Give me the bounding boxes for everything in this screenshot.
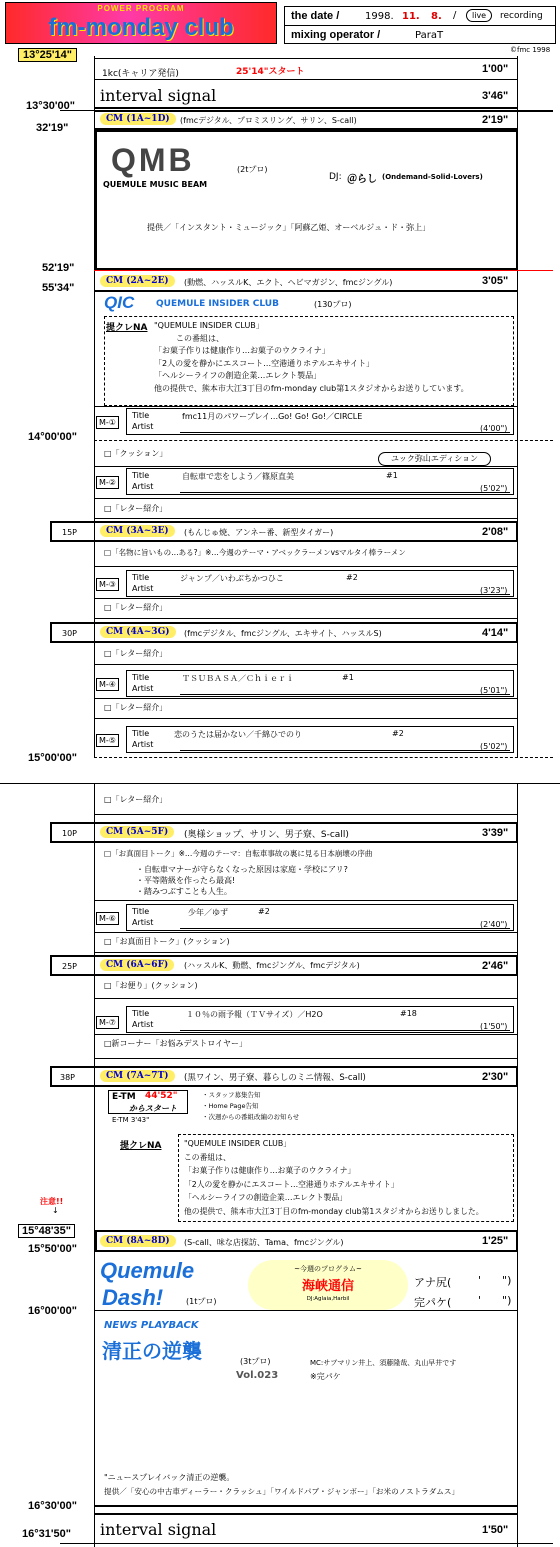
quemule-dash-logo-2: Dash! [102, 1285, 164, 1310]
date-slash: / [453, 10, 457, 21]
rule [180, 594, 510, 595]
news-playback-note: "ニュースプレイバック清正の逆襲。 [104, 1473, 235, 1482]
rule [94, 1505, 518, 1507]
rule [94, 110, 553, 112]
cm-block-7-sponsors: (黒ワイン、男子寮、暮らしのミニ情報、S-call) [184, 1073, 366, 1083]
qic-line: この番組は、 [176, 333, 224, 343]
ana-jiri-label: アナ尻( [414, 1276, 452, 1289]
cushion-1: □「クッション」 [104, 449, 168, 458]
rule [94, 440, 553, 441]
m6-artist-label: Artist [132, 918, 154, 927]
rule [94, 518, 518, 519]
m1-label: M-① [96, 416, 119, 429]
otayori: □「お便り」(クッション) [104, 981, 198, 990]
duration-interval: 3'46" [482, 90, 509, 102]
rule [94, 900, 518, 901]
program-label: ~今週のプログラム~ [294, 1265, 362, 1273]
cm-block-8-duration: 1'25" [482, 1235, 509, 1247]
m3-label: M-③ [96, 578, 119, 591]
cm-block-3: CM (3A~3E) [100, 525, 175, 537]
talk-bullets [136, 864, 348, 897]
m7-artist-label: Artist [132, 1020, 154, 1029]
qic2-line: 「ヘルシーライフの創造企業…エレクト製品」 [184, 1193, 347, 1202]
cm-block-5-duration: 3'39" [482, 827, 509, 839]
yuk-edition-badge: ユック弥山エディション [378, 452, 491, 466]
time-1630: 16°30'00" [28, 1500, 77, 1512]
position-38p: 38P [60, 1073, 76, 1082]
m7-title: １０％の雨予報（ＴＶサイズ）／H2O [186, 1010, 323, 1019]
letter-1: □「レター紹介」 [104, 504, 168, 513]
rule [94, 566, 518, 567]
m6-title: 少年／ゆず [188, 908, 228, 917]
cm-block-3-duration: 2'08" [482, 526, 509, 538]
omajime-talk-cushion: □「お真面目トーク」(クッション) [104, 937, 230, 946]
qic-credit-text-2 [184, 1137, 484, 1218]
time-163150: 16°31'50" [22, 1528, 71, 1540]
m3-title: ジャンプ／いわぶちかつひこ [180, 574, 284, 583]
cm-block-5: CM (5A~5F) [100, 826, 174, 838]
talk-bullet: ・平等階級を作ったら最高! [136, 876, 236, 885]
program-dj: DJ:Aglaia,Harbil [306, 1296, 350, 1302]
teikure-label-2: 提クレNA [120, 1141, 162, 1151]
interval-signal-2: interval signal [100, 1520, 217, 1539]
letter-4: □「レター紹介」 [104, 703, 168, 712]
mixing-operator-label: mixing operator / [291, 29, 381, 41]
talk-bullet: ・踏みつぶすことも人生。 [136, 887, 232, 896]
m6-slot [126, 904, 514, 931]
time-154835: 15°48'35" [22, 1225, 71, 1237]
ana-jiri-value: ' ") [478, 1274, 512, 1287]
etm-time: 44'52" [145, 1091, 178, 1101]
m5-title: 恋のうたは届かない／千綿ひでのり [174, 730, 302, 739]
m6-duration: (2'40") [480, 920, 508, 929]
interval-signal: interval signal [100, 86, 217, 105]
time-1600: 16°00'00" [28, 1305, 77, 1317]
m4-label: M-④ [96, 678, 119, 691]
position-10p: 10P [62, 829, 78, 838]
page-separator [0, 783, 560, 784]
live-badge: live [466, 9, 492, 22]
etm-duration: E-TM 3'43" [112, 1116, 150, 1124]
rule [94, 1310, 518, 1311]
rule [94, 79, 518, 80]
duration-interval-2: 1'50" [482, 1524, 509, 1536]
qic-line: 他の提供で、熊本市大江3丁目のfm-monday club第1スタジオからお送りしています。 [154, 383, 469, 393]
letter-3: □「レター紹介」 [104, 649, 168, 658]
qmb-box [95, 130, 518, 270]
m6-label: M-⑥ [96, 912, 119, 925]
recording-label: recording [500, 11, 543, 21]
cm-block-1-sponsors: (fmcデジタル、プロミスリング、サリン、S-call) [180, 116, 357, 125]
qic2-line: 「2人の愛を静かにエスコート…空港通りホテルエキサイト」 [184, 1179, 399, 1189]
m7-title-label: Title [132, 1009, 150, 1018]
m7-number: #18 [400, 1009, 417, 1018]
teikure-label: 提クレNA [106, 323, 148, 333]
program-logo-text: fm-monday club [48, 14, 234, 41]
red-line [94, 270, 553, 271]
cm-block-6: CM (6A~6F) [100, 959, 174, 971]
qic2-line: この番組は、 [184, 1152, 231, 1162]
rule [94, 107, 518, 109]
etm-item: ・次週からの番組改編のお知らせ [202, 1113, 300, 1121]
time-1330: 13°30'00" [26, 100, 75, 112]
cm-block-2-duration: 3'05" [482, 275, 509, 287]
qmb-pro: (2tプロ) [237, 165, 268, 174]
qic2-line: 他の提供で、熊本市大江3丁目のfm-monday club第1スタジオからお送りしました。 [184, 1206, 484, 1216]
rule [94, 757, 553, 758]
new-corner: □新コーナー「お悩みデストロイヤー」 [104, 1039, 247, 1048]
cm-block-7: CM (7A~7T) [100, 1070, 175, 1082]
position-25p: 25P [62, 962, 78, 971]
qmb-sponsor: 提供／「インスタント・ミュージック」「阿蘇乙姫、オーベルジュ・ド・弥上」 [147, 223, 431, 232]
qic-line: 「お菓子作りは健康作り…お菓子のウクライナ」 [154, 346, 330, 355]
program-bubble [248, 1260, 408, 1310]
program-name: 海峡通信 [301, 1279, 354, 1294]
page2-left-rail [94, 783, 95, 1547]
qmb-dj-label: DJ: [329, 172, 342, 182]
news-playback-label: NEWS PLAYBACK [104, 1320, 199, 1331]
cm-block-8-sponsors: (S-call、味な店探訪、Tama、fmcジングル) [184, 1238, 344, 1247]
cm-block-1: CM (1A~1D) [100, 113, 176, 125]
cm-block-3-sponsors: (もんじゅ焼、アンネー番、新型タイガー) [184, 528, 334, 537]
date-label: the date / [291, 10, 340, 22]
rule [180, 1030, 510, 1031]
time-1500: 15°00'00" [28, 752, 77, 764]
m3-title-label: Title [132, 573, 150, 582]
qic2-line: 「お菓子作りは健康作り…お菓子のウクライナ」 [184, 1166, 356, 1175]
rule [180, 694, 510, 695]
m2-title: 自転車で恋をしよう／篠原直美 [182, 472, 294, 481]
m4-number: #1 [342, 673, 354, 682]
m2-label: M-② [96, 476, 119, 489]
rule [94, 1513, 518, 1515]
time-1400: 14°00'00" [28, 431, 77, 443]
m1-artist-label: Artist [132, 422, 154, 431]
m4-artist-label: Artist [132, 684, 154, 693]
qic-logo: QIC [104, 293, 135, 312]
qic-pro: (130プロ) [314, 300, 352, 309]
etm-item: ・スタッフ募集告知 [202, 1091, 261, 1099]
rule [94, 290, 518, 292]
start-time: 13°25'14" [18, 48, 77, 62]
m6-title-label: Title [132, 907, 150, 916]
m7-label: M-⑦ [96, 1016, 119, 1029]
time-5219: 52'19" [42, 262, 75, 274]
position-30p: 30P [62, 629, 78, 638]
m2-duration: (5'02") [480, 484, 508, 493]
m5-title-label: Title [132, 729, 150, 738]
m3-artist-label: Artist [132, 584, 154, 593]
kanpake-label: 完パケ( [414, 1296, 452, 1309]
page2-right-rail [517, 783, 518, 1547]
rule [94, 1058, 518, 1059]
position-15p: 15P [62, 528, 78, 537]
time-155000: 15°50'00" [28, 1243, 77, 1255]
time-5534: 55'34" [42, 282, 75, 294]
qmb-logo: QMB [111, 142, 195, 178]
cm-block-2-sponsors: (動燃、ハッスルK、エクト、ヘビマガジン、fmcジングル) [184, 278, 393, 287]
rule [94, 718, 518, 719]
m2-title-label: Title [132, 471, 150, 480]
etm-box [108, 1090, 188, 1114]
qmb-dj-desc: (Ondemand-Solid-Lovers) [382, 173, 483, 181]
rule [94, 58, 518, 59]
news-playback-kanpake: ※完パケ [310, 1372, 341, 1381]
cm-block-8: CM (8A~8D) [100, 1235, 176, 1247]
rule [94, 998, 518, 999]
rule [180, 750, 510, 751]
letter-5: □「レター紹介」 [104, 795, 168, 804]
m2-number: #1 [386, 471, 398, 480]
qic-line: 「ヘルシーライフの創造企業…エレクト製品」 [154, 371, 322, 380]
rule [94, 932, 518, 933]
rule [94, 598, 518, 599]
mixing-operator-value: ParaT [415, 30, 444, 41]
qic-title: QUEMULE INSIDER CLUB [156, 299, 279, 309]
m1-duration: (4'00") [480, 424, 508, 433]
header-divider [285, 25, 555, 26]
rule [94, 814, 518, 815]
m4-title: ＴＳＵＢＡＳＡ／Ｃｈｉｅｒｉ [182, 674, 294, 683]
date-year: 1998. [365, 11, 394, 22]
rule [60, 1543, 553, 1544]
etm-item: ・Home Page告知 [202, 1102, 259, 1110]
meibutsu-corner: □「名物に旨いもの…ある?」※…今週のテーマ・アベックラーメンvsマルタイ棒ラーメン [104, 548, 406, 557]
qmb-subtitle: QUEMULE MUSIC BEAM [103, 180, 208, 189]
m2-artist-label: Artist [132, 482, 154, 491]
cm-block-5-sponsors: (奥様ショップ、サリン、男子寮、S-call) [184, 830, 349, 840]
m1-title-label: Title [132, 411, 150, 420]
m5-artist-label: Artist [132, 740, 154, 749]
time-3219: 32'19" [36, 122, 69, 134]
date-day: 8. [431, 11, 442, 22]
cm-block-1-duration: 2'19" [482, 114, 509, 126]
news-playback-mc: MC:サブマリン井上、須藤隆哉、丸山早井です [310, 1359, 457, 1367]
rule [94, 664, 518, 665]
omajime-talk: □「お真面目トーク」※…今週のテーマ：自転車事故の裏に見る日本崩壊の序曲 [104, 849, 373, 858]
m3-number: #2 [346, 573, 358, 582]
row-1kc: 1kc(キャリア発信) [102, 69, 179, 79]
rule [94, 952, 518, 953]
m5-label: M-⑤ [96, 734, 119, 747]
qic-credit-text [154, 320, 469, 395]
program-logo [5, 2, 277, 44]
power-program-label: POWER PROGRAM [97, 4, 185, 13]
m5-duration: (5'02") [480, 742, 508, 751]
cm-block-4-duration: 4'14" [482, 627, 509, 639]
rule [94, 498, 518, 499]
news-playback-sponsor: 提供／「安心の中古車ディーラー・クラッシュ」「ワイルドパブ・ジャンボー」「お米のノストラダムス」 [104, 1487, 460, 1496]
cm-block-4-sponsors: (fmcデジタル、fmcジングル、エキサイト、ハッスルS) [184, 629, 382, 638]
header-info-box [284, 6, 556, 44]
rule [180, 928, 510, 929]
cm-block-2: CM (2A~2E) [100, 275, 175, 287]
caution-label: 注意!! [40, 1197, 64, 1206]
duration-1kc: 1'00" [482, 63, 509, 75]
letter-2: □「レター紹介」 [104, 603, 168, 612]
m6-number: #2 [258, 907, 270, 916]
news-playback-vol: Vol.023 [236, 1370, 279, 1381]
news-playback-pro: (3tプロ) [240, 1357, 271, 1366]
copyright: ©fmc 1998 [510, 46, 551, 54]
start-note: 25'14"スタート [236, 67, 305, 77]
rule [94, 618, 518, 619]
rule [94, 698, 518, 699]
qic-line: "QUEMULE INSIDER CLUB」 [154, 321, 264, 330]
etm-start: からスタート [129, 1104, 177, 1113]
m7-duration: (1'50") [480, 1022, 508, 1031]
caution-arrow-icon: ↓ [52, 1206, 59, 1215]
m4-title-label: Title [132, 673, 150, 682]
m4-duration: (5'01") [480, 686, 508, 695]
etm-items [202, 1090, 299, 1123]
cm-block-6-duration: 2'46" [482, 960, 509, 972]
rule [94, 466, 518, 467]
cm-block-7-duration: 2'30" [482, 1071, 509, 1083]
caution-time-box [18, 1224, 75, 1238]
cm-block-4: CM (4A~3G) [100, 626, 176, 638]
qmb-dj-name: ＠らし [347, 174, 377, 185]
rule [180, 432, 510, 433]
talk-bullet: ・自転車マナーが守らなくなった原因は家庭・学校にアリ? [136, 865, 348, 874]
quemule-dash-pro: (1tプロ) [186, 1297, 217, 1306]
rule [180, 492, 510, 493]
quemule-dash-logo-1: Quemule [100, 1258, 195, 1283]
date-month: 11. [402, 11, 420, 22]
etm-label: E-TM [112, 1092, 136, 1102]
kanpake-value: ' ") [478, 1294, 512, 1307]
qic2-line: "QUEMULE INSIDER CLUB」 [184, 1139, 291, 1148]
rule [94, 1034, 518, 1035]
qic-line: 「2人の愛を静かにエスコート…空港通りホテルエキサイト」 [154, 358, 375, 368]
cm-block-6-sponsors: (ハッスルK、動燃、fmcジングル、fmcデジタル) [184, 961, 360, 970]
news-playback-title: 清正の逆襲 [102, 1339, 202, 1363]
m1-title: fmc11月のパワープレイ…Go! Go! Go!／CIRCLE [182, 412, 363, 421]
m5-number: #2 [392, 729, 404, 738]
m3-duration: (3'23") [480, 586, 508, 595]
